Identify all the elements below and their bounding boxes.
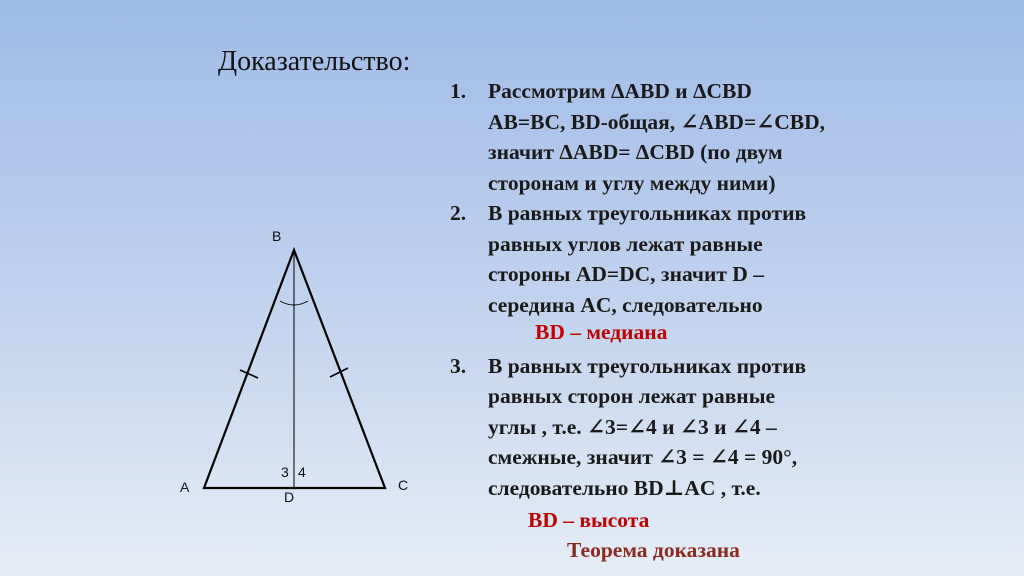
step-line: значит ΔABD= ΔCBD (по двум bbox=[488, 140, 783, 164]
median-conclusion: BD – медиана bbox=[535, 320, 668, 344]
step-number: 3. bbox=[450, 353, 467, 378]
label-a: A bbox=[180, 479, 190, 495]
step-line: стороны AD=DC, значит D – bbox=[488, 262, 764, 286]
label-b: B bbox=[272, 228, 282, 244]
step-line: равных сторон лежат равные bbox=[488, 384, 776, 408]
label-angle-3: 3 bbox=[281, 464, 289, 480]
step-line: Рассмотрим ΔABD и ΔCBD bbox=[488, 79, 752, 103]
step-line: В равных треугольниках против bbox=[488, 201, 807, 225]
step-line: AB=BC, BD-общая, ∠ABD=∠CBD, bbox=[488, 109, 825, 134]
angle-arc-abd bbox=[280, 301, 294, 305]
label-c: C bbox=[398, 477, 409, 493]
step-line: середина AC, следовательно bbox=[488, 292, 763, 317]
label-d: D bbox=[284, 489, 295, 505]
step-line: В равных треугольниках против bbox=[488, 353, 807, 378]
altitude-conclusion: BD – высота bbox=[528, 508, 650, 532]
label-angle-4: 4 bbox=[298, 464, 306, 480]
step-number: 2. bbox=[450, 201, 467, 225]
theorem-proved: Теорема доказана bbox=[567, 538, 740, 562]
step-line: следовательно BD⊥AC , т.е. bbox=[488, 475, 761, 500]
angle-arc-cbd bbox=[294, 301, 308, 305]
slide-title: Доказательство: bbox=[218, 46, 411, 77]
step-line: смежные, значит ∠3 = ∠4 = 90°, bbox=[488, 445, 798, 469]
step-number: 1. bbox=[450, 79, 467, 103]
step-line: углы , т.е. ∠3=∠4 и ∠3 и ∠4 – bbox=[488, 414, 777, 439]
step-line: сторонам и углу между ними) bbox=[488, 170, 776, 195]
step-line: равных углов лежат равные bbox=[488, 231, 763, 256]
